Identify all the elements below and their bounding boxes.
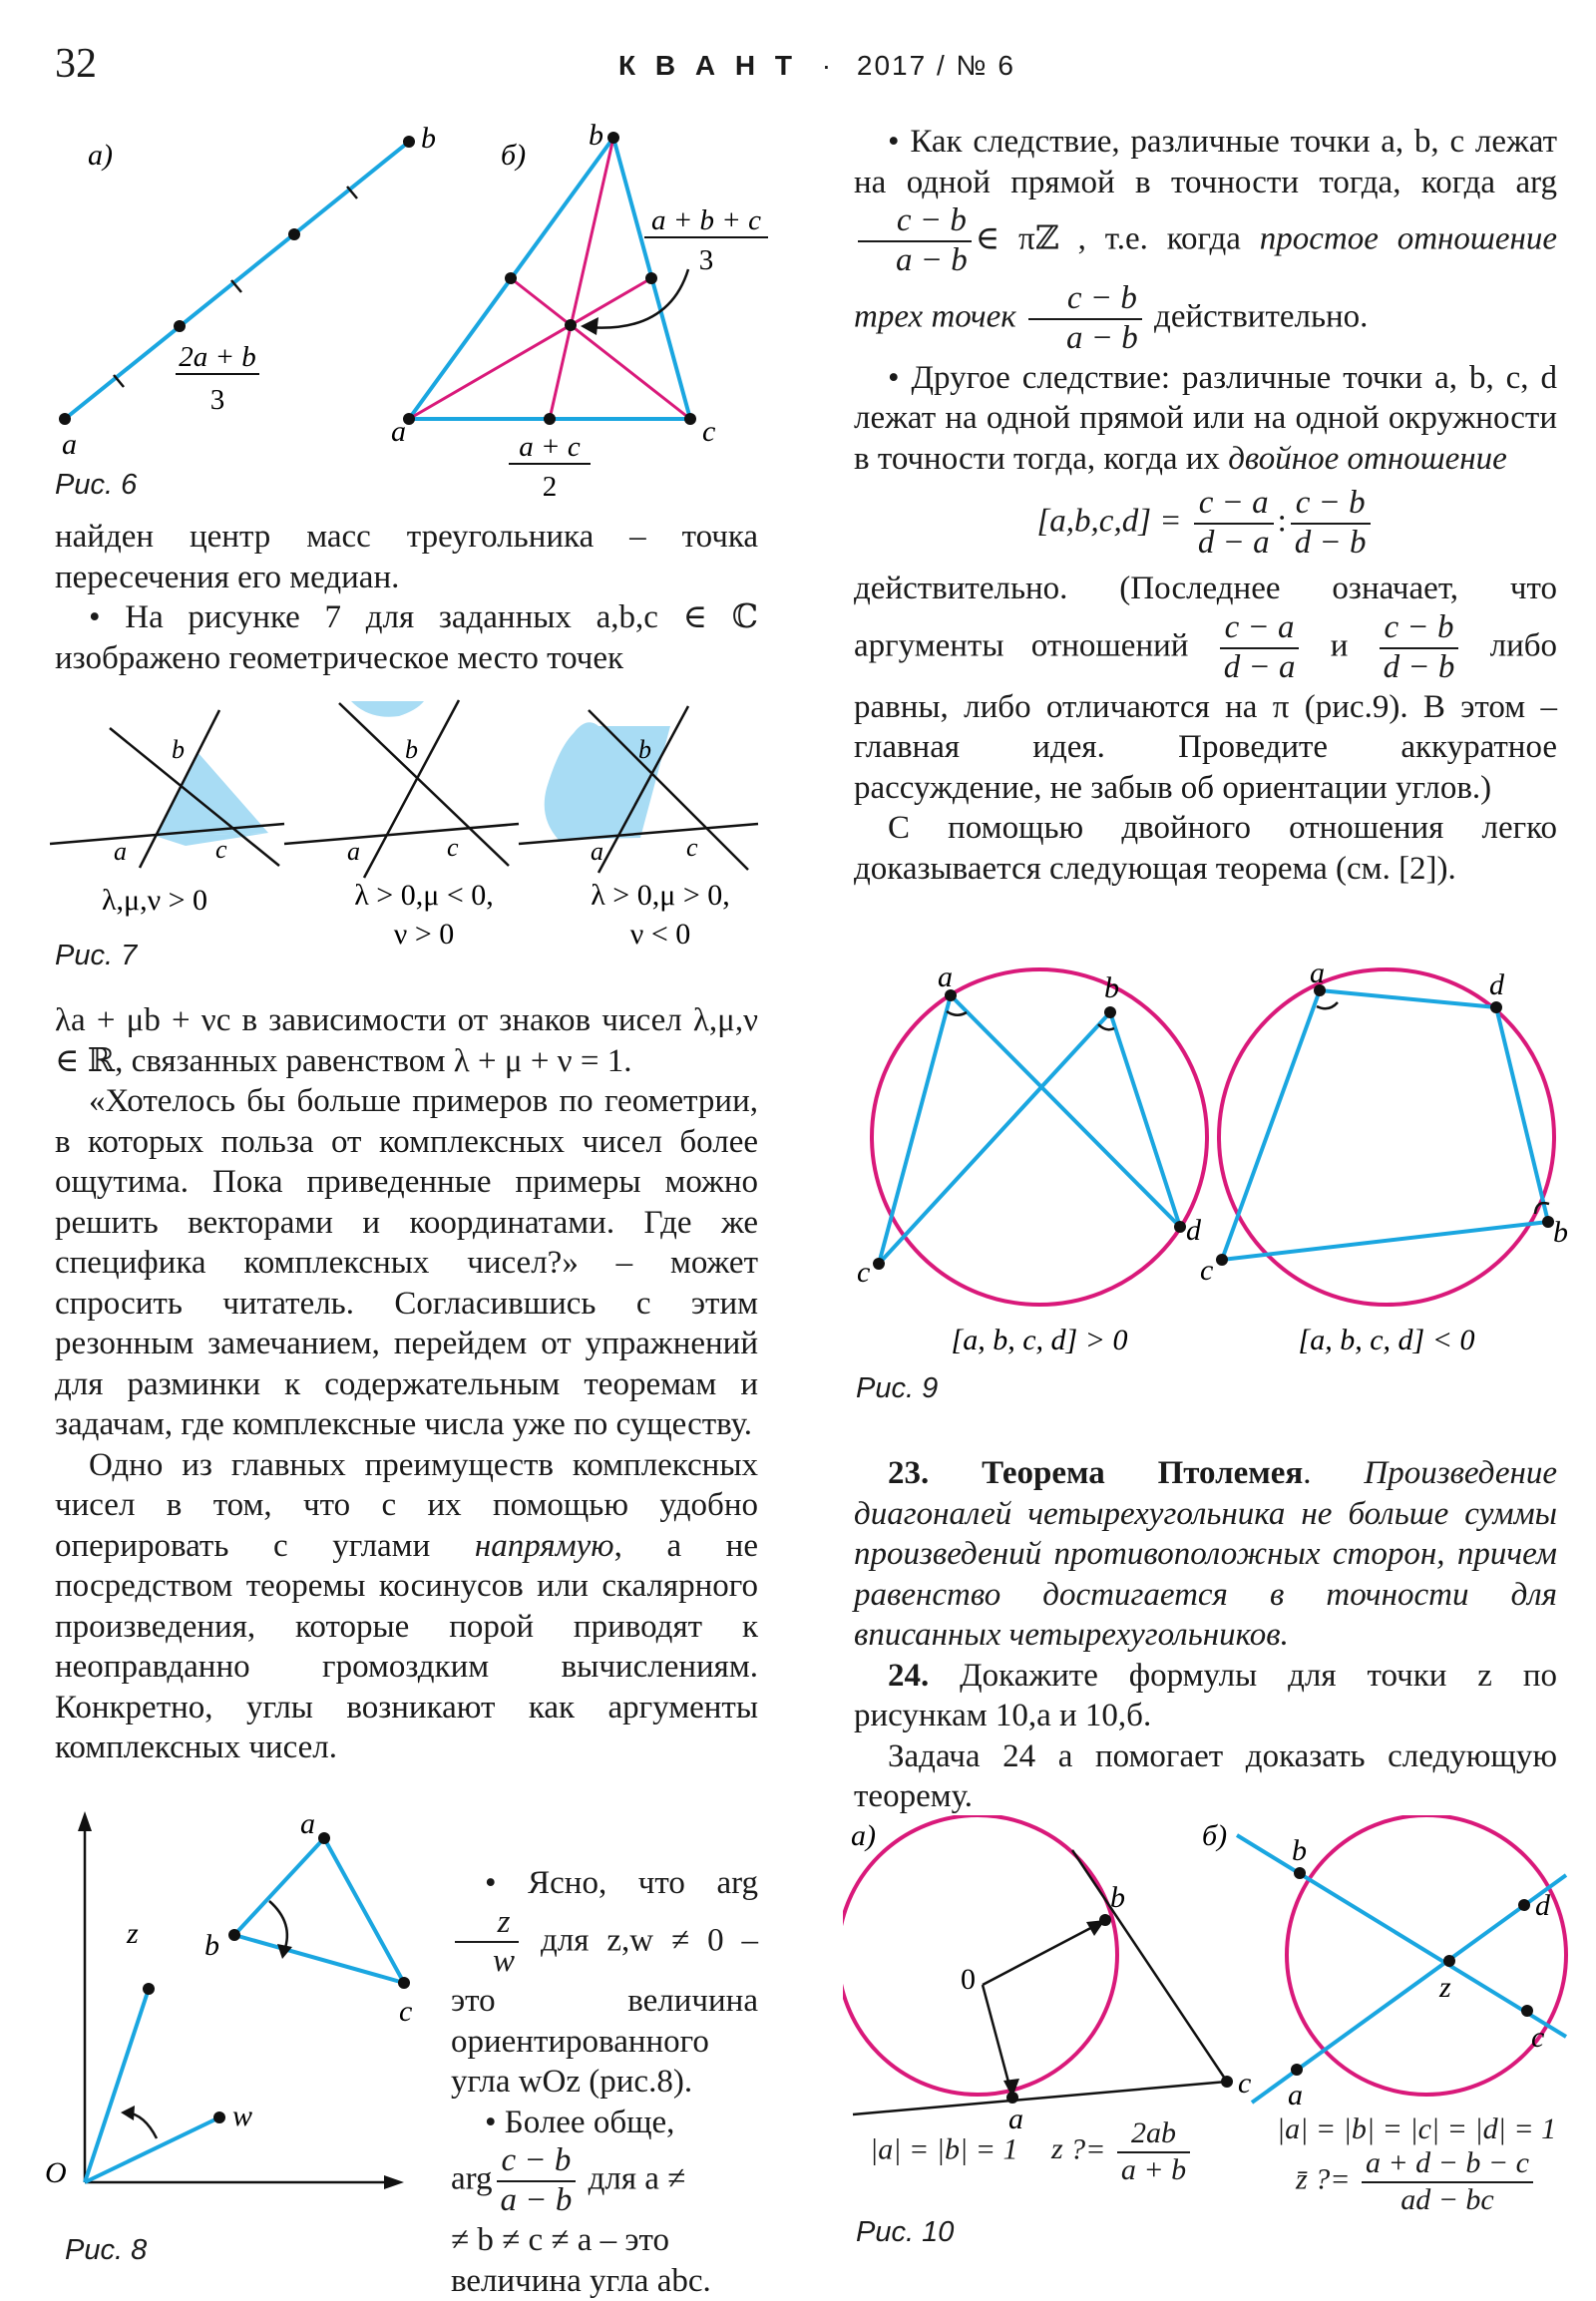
paragraph: найден центр масс треугольника – точка пересечения его медиан. xyxy=(55,519,758,595)
point-b xyxy=(1104,1006,1116,1018)
midpoint-bc xyxy=(645,272,657,284)
paragraph: «Хотелось бы больше примеров по геометрии, в которых польза от комплексных чисел более ощутима. Пока приведенные примеры можно решить векторами и координатами. Где же специфика комплексных чисел?» – может спросить читатель. Согласившись с этим резонным замечанием, перейдем от упражнений для разминки к содержательным теоремам и задачам, где комплексные числа уже по существу. xyxy=(55,1083,758,1442)
paragraph: λa + μb + νc в зависимости от знаков чисел λ,μ,ν ∈ ℝ, связанных равенством λ + μ + ν = 1. xyxy=(55,1002,758,1079)
frac-den: d − b xyxy=(1383,648,1455,685)
label-b: b xyxy=(1292,1834,1307,1867)
frac-2a+b-den: 3 xyxy=(209,384,225,416)
frac-den: d − a xyxy=(1223,648,1296,685)
angle-mark xyxy=(1098,1024,1114,1029)
median-from-c xyxy=(511,278,690,419)
text-run: arg xyxy=(451,2160,493,2197)
emphasis: простое отношение трех точек xyxy=(854,220,1558,335)
fraction xyxy=(1220,609,1300,687)
mid-frac-den: 2 xyxy=(542,471,558,503)
paragraph: С помощью двойного отношения легко доказывается следующая теорема (см. [2]). xyxy=(854,810,1557,887)
point-2a+b-over-3 xyxy=(174,320,186,332)
fraction xyxy=(1362,2146,1533,2217)
triangle-abc xyxy=(234,1838,404,1983)
cross-ratio-formula xyxy=(854,485,1557,563)
vector-to-a xyxy=(983,1985,1010,2090)
fig6-panel-b-label: б) xyxy=(501,139,527,172)
unit-circle xyxy=(1287,1815,1566,2095)
centroid-frac-num: a + b + c xyxy=(650,204,762,236)
fraction xyxy=(1028,280,1142,358)
segment-ad xyxy=(951,995,1180,1227)
paragraph xyxy=(854,569,1557,808)
frac-den: a − b xyxy=(500,2182,573,2219)
label-c: c xyxy=(1531,2021,1545,2054)
axis-arrow xyxy=(384,2175,404,2189)
vector-to-b xyxy=(983,1923,1100,1985)
label-a: a xyxy=(347,837,360,866)
frac-num: a + d − b − c xyxy=(1362,2146,1533,2183)
condition-3a: λ > 0,μ > 0, xyxy=(591,879,730,912)
label-c: c xyxy=(447,833,459,862)
fig10-right-formulas xyxy=(1272,2112,1561,2217)
label-a: a xyxy=(114,837,127,866)
caption-fig10: Рис. 10 xyxy=(856,2216,955,2248)
label-b: b xyxy=(204,1929,219,1962)
label-c: c xyxy=(1200,1254,1214,1287)
paragraph: ≠ b ≠ c ≠ a – это xyxy=(451,2222,670,2259)
tangent-at-b xyxy=(1072,1850,1227,2082)
label-z: z xyxy=(1439,1971,1451,2004)
text-run: • Другое следствие: различные точки a, b, c, d лежат на одной прямой или на одной окружности в точности тогда, когда их xyxy=(854,359,1557,477)
text-run: • Как следствие, различные точки a, b, c лежат на одной прямой в точности тогда, когда arg xyxy=(854,124,1557,200)
formula-eq: ?= xyxy=(1070,2132,1106,2166)
frac-num: c − b xyxy=(1380,609,1459,649)
point-c xyxy=(1221,2076,1233,2088)
paragraph: • На рисунке 7 для заданных a,b,c ∈ ℂ изображено геометрическое место точек xyxy=(55,599,758,676)
problem-number: 24. xyxy=(888,1657,930,1694)
theorem-title: 23. Теорема Птолемея xyxy=(888,1455,1304,1491)
centroid xyxy=(565,319,577,331)
label-w: w xyxy=(232,2100,253,2132)
label-a: a xyxy=(1288,2079,1303,2111)
text-run: ∈ πℤ , т.е. когда xyxy=(975,220,1260,257)
figure-9 xyxy=(843,962,1576,1361)
label-a: a xyxy=(591,837,603,866)
label-origin: 0 xyxy=(961,1963,976,1996)
emphasis: напрямую xyxy=(474,1527,614,1564)
point-a xyxy=(1291,2064,1303,2076)
paragraph: Задача 24 а помогает доказать следующую теорему. xyxy=(854,1737,1557,1814)
median-from-a xyxy=(409,278,651,419)
text-run: • Ясно, что arg xyxy=(485,1865,758,1901)
frac-num: c − a xyxy=(1194,485,1274,525)
label-d: d xyxy=(1489,968,1504,1001)
col2-text-top xyxy=(854,122,1557,889)
caption-fig8: Рис. 8 xyxy=(65,2234,148,2266)
point-b xyxy=(228,1929,240,1941)
point-w xyxy=(213,2111,225,2123)
figure-7 xyxy=(40,698,778,977)
formula-left: [a, b, c, d] > 0 xyxy=(951,1324,1128,1356)
caption-fig6: Рис. 6 xyxy=(55,469,138,501)
fig10-panel-a-label: а) xyxy=(851,1819,876,1852)
label-b: b xyxy=(172,735,185,764)
label-a: a xyxy=(300,1807,315,1840)
arrowhead xyxy=(121,2106,135,2120)
text-run: действительно. xyxy=(1154,298,1369,335)
frac-num: c − b xyxy=(1291,485,1371,525)
point-d xyxy=(1518,1899,1530,1911)
caption-fig9: Рис. 9 xyxy=(856,1372,939,1404)
frac-den: w xyxy=(493,1943,516,1980)
frac-num: c − a xyxy=(1220,609,1300,649)
label-a: a xyxy=(1008,2103,1023,2135)
label-a: a xyxy=(391,415,406,448)
point-b xyxy=(403,136,415,148)
frac-2a+b-num: 2a + b xyxy=(179,341,256,373)
journal-name: К В А Н Т xyxy=(618,50,798,81)
point-b xyxy=(1099,1914,1111,1926)
label-b: b xyxy=(421,122,436,155)
label-origin: O xyxy=(45,2156,67,2189)
label-b: b xyxy=(638,735,651,764)
fig6-panel-a-label: а) xyxy=(88,139,113,172)
text-run: для a ≠ xyxy=(588,2160,686,2197)
arrowhead xyxy=(581,317,598,335)
segment-bd xyxy=(1110,1012,1180,1227)
fraction-z-over-w xyxy=(455,1904,519,1982)
angle-mark xyxy=(1317,1002,1338,1008)
running-header xyxy=(618,50,1015,82)
point-third xyxy=(288,228,300,240)
frac-den: ad − bc xyxy=(1400,2182,1494,2216)
formula-eq: ?= xyxy=(1315,2162,1351,2196)
formula-right: [a, b, c, d] < 0 xyxy=(1298,1324,1475,1356)
angle-arc xyxy=(269,1901,287,1951)
frac-num: 2ab xyxy=(1117,2116,1190,2153)
frac-num: c − b xyxy=(497,2142,577,2182)
point-d xyxy=(1490,1001,1502,1013)
point-d xyxy=(1174,1221,1186,1233)
col1-text-bottom xyxy=(451,1863,758,2301)
paragraph xyxy=(55,1445,758,1768)
paragraph xyxy=(451,1863,758,2103)
axis-arrow xyxy=(78,1811,92,1831)
paragraph: • Более обще, xyxy=(485,2104,675,2140)
angle-mark xyxy=(947,1011,967,1015)
point-z xyxy=(1443,1955,1455,1967)
page-number: 32 xyxy=(55,41,97,87)
paragraph xyxy=(854,122,1557,358)
condition-3b: ν < 0 xyxy=(629,918,691,951)
point-c xyxy=(398,1977,410,1989)
label-c: c xyxy=(215,835,227,864)
text-run: и xyxy=(1330,627,1349,664)
circumcircle-left xyxy=(872,969,1207,1305)
text-run: . xyxy=(1303,1455,1312,1491)
fraction xyxy=(1291,485,1371,563)
centroid-arrow xyxy=(587,269,688,328)
label-a: a xyxy=(62,428,77,461)
label-b: b xyxy=(589,120,603,152)
fig10-left-formulas xyxy=(870,2116,1194,2187)
issue-number: 2017 / № 6 xyxy=(856,50,1015,81)
text-run: либо равны, либо отличаются на π (рис.9). В этом – главная идея. Проведите аккуратное рассуждение, не забыв об ориентации углов.) xyxy=(854,627,1558,806)
point-c xyxy=(1521,2005,1533,2017)
mid-frac-num: a + c xyxy=(519,431,581,463)
col1-text-top xyxy=(55,517,758,678)
fig10-panel-b-label: б) xyxy=(1202,1819,1228,1852)
region-fill xyxy=(351,701,424,717)
vertex-b xyxy=(607,132,619,144)
text-run: Одно из главных преимуществ комплексных чисел в том, что с их помощью удобно оперировать с углами xyxy=(55,1446,758,1564)
header-separator: · xyxy=(821,50,834,81)
text-run: действительно. (Последнее означает, что аргументы отношений xyxy=(854,571,1557,664)
line-bc xyxy=(339,703,509,866)
frac-num: c − b xyxy=(1028,280,1142,320)
paragraph xyxy=(451,2142,758,2220)
col1-text-middle xyxy=(55,1000,758,1768)
label-a: a xyxy=(1310,962,1325,989)
label-b: b xyxy=(1553,1216,1568,1249)
region-fill xyxy=(545,722,670,840)
fraction xyxy=(1380,609,1459,687)
text-run: для z,w ≠ 0 – это величина ориентированного угла wOz (рис.8). xyxy=(451,1922,759,2101)
label-z: z xyxy=(127,1917,139,1950)
label-c: c xyxy=(686,833,698,862)
point-c xyxy=(873,1258,885,1270)
centroid-frac-den: 3 xyxy=(698,244,714,276)
text-run: Докажите формулы для точки z по рисункам 10,а и 10,б. xyxy=(854,1657,1557,1733)
condition-2a: λ > 0,μ < 0, xyxy=(354,879,494,912)
emphasis: двойное отношение xyxy=(1228,440,1507,477)
condition-2b: ν > 0 xyxy=(393,918,455,951)
caption-fig7: Рис. 7 xyxy=(55,940,138,971)
formula-lhs: z̄ xyxy=(1296,2162,1308,2196)
label-d: d xyxy=(1186,1214,1201,1247)
col2-text-bottom xyxy=(854,1453,1557,1817)
text-run: : xyxy=(1277,503,1287,540)
frac-den: d − a xyxy=(1197,525,1270,562)
tangent-at-a xyxy=(853,2082,1227,2114)
midpoint-ac xyxy=(544,413,556,425)
frac-den: a + b xyxy=(1120,2152,1187,2186)
fraction xyxy=(1117,2116,1190,2187)
frac-den: d − b xyxy=(1294,525,1367,562)
label-c: c xyxy=(1238,2067,1252,2100)
paragraph: величина угла abc. xyxy=(451,2262,711,2299)
fraction xyxy=(858,202,972,280)
point-a xyxy=(318,1832,330,1844)
figure-6 xyxy=(40,120,798,509)
label-a: a xyxy=(938,962,953,993)
paragraph xyxy=(854,1656,1557,1736)
label-c: c xyxy=(702,415,716,448)
formula-modulus: |a| = |b| = |c| = |d| = 1 xyxy=(1276,2112,1557,2145)
formula-lhs: z xyxy=(1050,2132,1063,2166)
text-run: , а не посредством теоремы косинусов или скалярного произведения, которые порой приводят к неоправданно громоздким вычислениям. Конкретно, углы возникают как аргументы комплексных чисел. xyxy=(55,1527,758,1765)
line-bc xyxy=(110,728,279,866)
label-b: b xyxy=(405,735,418,764)
frac-num: z xyxy=(455,1904,519,1944)
label-b: b xyxy=(1110,1881,1125,1914)
point-a xyxy=(59,413,71,425)
quadrilateral-adbc xyxy=(1222,990,1548,1260)
point-z xyxy=(143,1983,155,1995)
figure-8 xyxy=(45,1803,454,2222)
point-c xyxy=(1216,1254,1228,1266)
midpoint-ab xyxy=(505,272,517,284)
point-b xyxy=(1294,1867,1306,1879)
label-c: c xyxy=(857,1256,871,1289)
theorem-body: Произведение диагоналей четырехугольника не больше суммы произведений противоположных сторон, причем равенство достигается в точности для вписанных четырехугольников. xyxy=(854,1455,1557,1653)
line-ab xyxy=(364,700,459,878)
paragraph xyxy=(854,1453,1557,1656)
formula-modulus: |a| = |b| = 1 xyxy=(870,2132,1018,2166)
label-d: d xyxy=(1535,1889,1550,1922)
region-fill xyxy=(155,752,268,836)
fraction xyxy=(497,2142,577,2220)
vector-z xyxy=(85,1989,149,2182)
frac-den: a − b xyxy=(1066,319,1138,356)
formula-lhs: [a,b,c,d] = xyxy=(1036,503,1182,540)
paragraph xyxy=(854,358,1557,480)
vertex-c xyxy=(684,413,696,425)
label-b: b xyxy=(1104,971,1119,1004)
fraction xyxy=(1194,485,1274,563)
frac-den: a − b xyxy=(896,241,968,278)
label-c: c xyxy=(399,1995,413,2028)
condition-1: λ,μ,ν > 0 xyxy=(101,884,208,917)
frac-num: c − b xyxy=(858,202,972,242)
